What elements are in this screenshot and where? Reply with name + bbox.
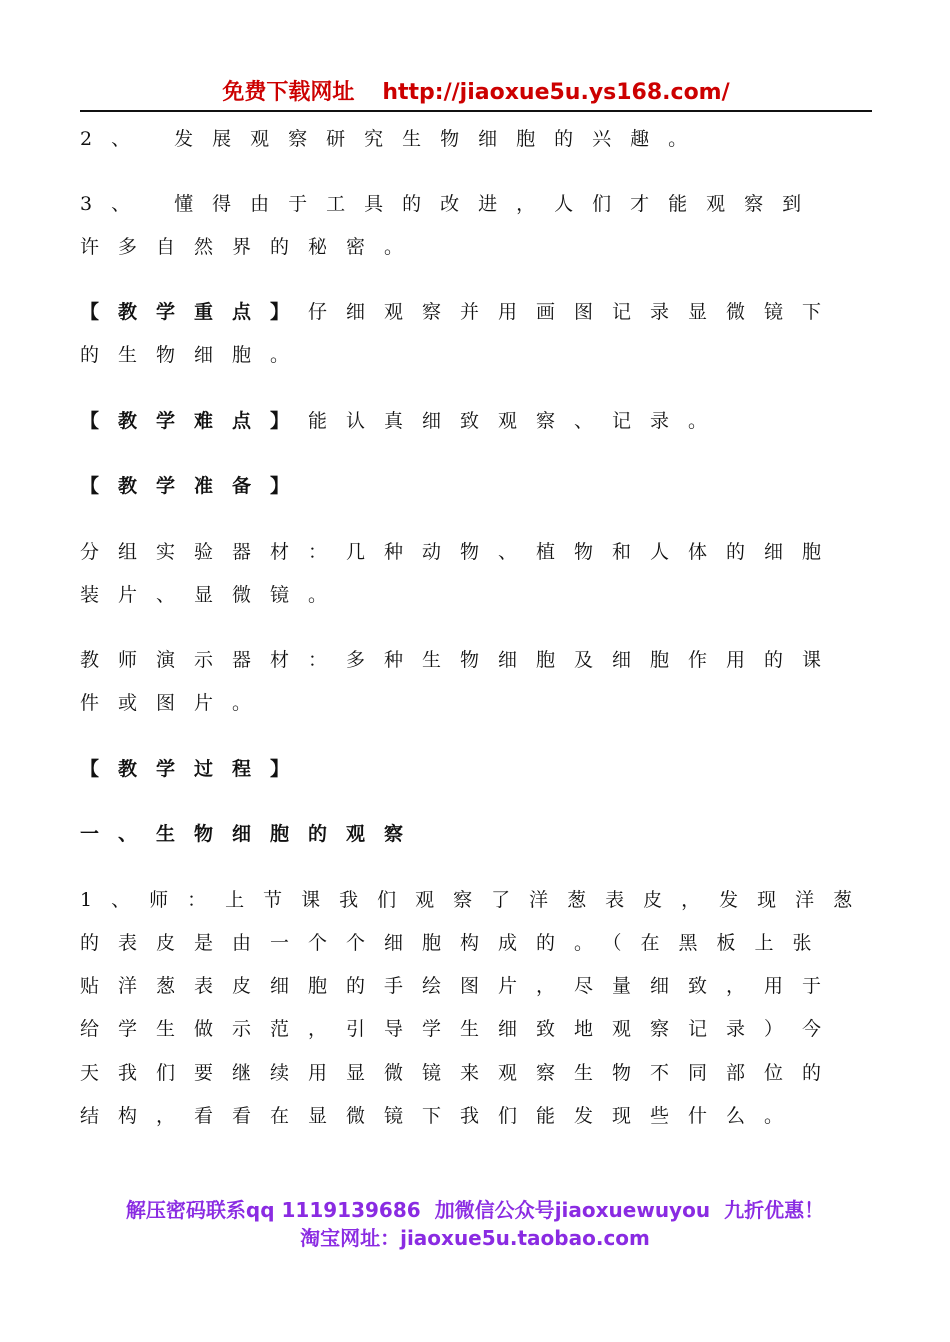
difficulty-text: 能认真细致观察、记录。 <box>308 410 727 432</box>
teacher-materials: 教师演示器材：多种生物细胞及细胞作用的课 <box>80 649 841 671</box>
difficulty <box>80 409 726 435</box>
key-point <box>80 300 840 326</box>
page-header <box>80 78 872 112</box>
header-url[interactable]: http://jiaoxue5u.ys168.com/ <box>382 80 730 105</box>
difficulty-tag: 【教学难点】 <box>80 410 309 432</box>
footer-taobao <box>0 1224 950 1252</box>
key-point-text: 仔细观察并用画图记录显微镜下 <box>308 301 841 323</box>
objective-3: 3、 懂得由于工具的改进，人们才能观察到 <box>80 193 821 215</box>
key-point-tag: 【教学重点】 <box>80 301 309 323</box>
footer-contact-prefix: 解压密码联系 <box>125 1198 246 1222</box>
footer-wechat-id: jiaoxuewuyou <box>554 1198 711 1222</box>
footer-discount: 九折优惠！ <box>724 1198 825 1222</box>
paragraph-line: 结构，看看在显微镜下我们能发现些什么。 <box>80 1105 803 1127</box>
paragraph-line: 的表皮是由一个个细胞构成的。（在黑板上张 <box>80 932 831 954</box>
key-point-cont: 的生物细胞。 <box>80 344 309 366</box>
footer-qq: qq 1119139686 <box>245 1198 421 1222</box>
preparation-heading: 【教学准备】 <box>80 475 309 497</box>
paragraph-line: 给学生做示范，引导学生细致地观察记录）今 <box>80 1018 841 1040</box>
paragraph-line: 天我们要继续用显微镜来观察生物不同部位的 <box>80 1062 841 1084</box>
footer-taobao-label: 淘宝网址： <box>300 1226 401 1250</box>
header-label: 免费下载网址 <box>222 80 355 105</box>
objective-2: 2、 发展观察研究生物细胞的兴趣。 <box>80 128 707 150</box>
group-materials-cont: 装片、显微镜。 <box>80 584 347 606</box>
group-materials: 分组实验器材：几种动物、植物和人体的细胞 <box>80 541 841 563</box>
paragraph-line: 贴洋葱表皮细胞的手绘图片，尽量细致，用于 <box>80 975 841 997</box>
paragraph-line: 1、师：上节课我们观察了洋葱表皮，发现洋葱 <box>80 889 872 911</box>
footer-contact <box>0 1196 950 1224</box>
teacher-materials-cont: 件或图片。 <box>80 692 271 714</box>
footer-wechat-prefix: 加微信公众号 <box>434 1198 555 1222</box>
section-heading: 一、生物细胞的观察 <box>80 823 423 845</box>
process-heading: 【教学过程】 <box>80 758 309 780</box>
footer-taobao-url[interactable]: jiaoxue5u.taobao.com <box>400 1226 650 1250</box>
objective-3-cont: 许多自然界的秘密。 <box>80 236 423 258</box>
